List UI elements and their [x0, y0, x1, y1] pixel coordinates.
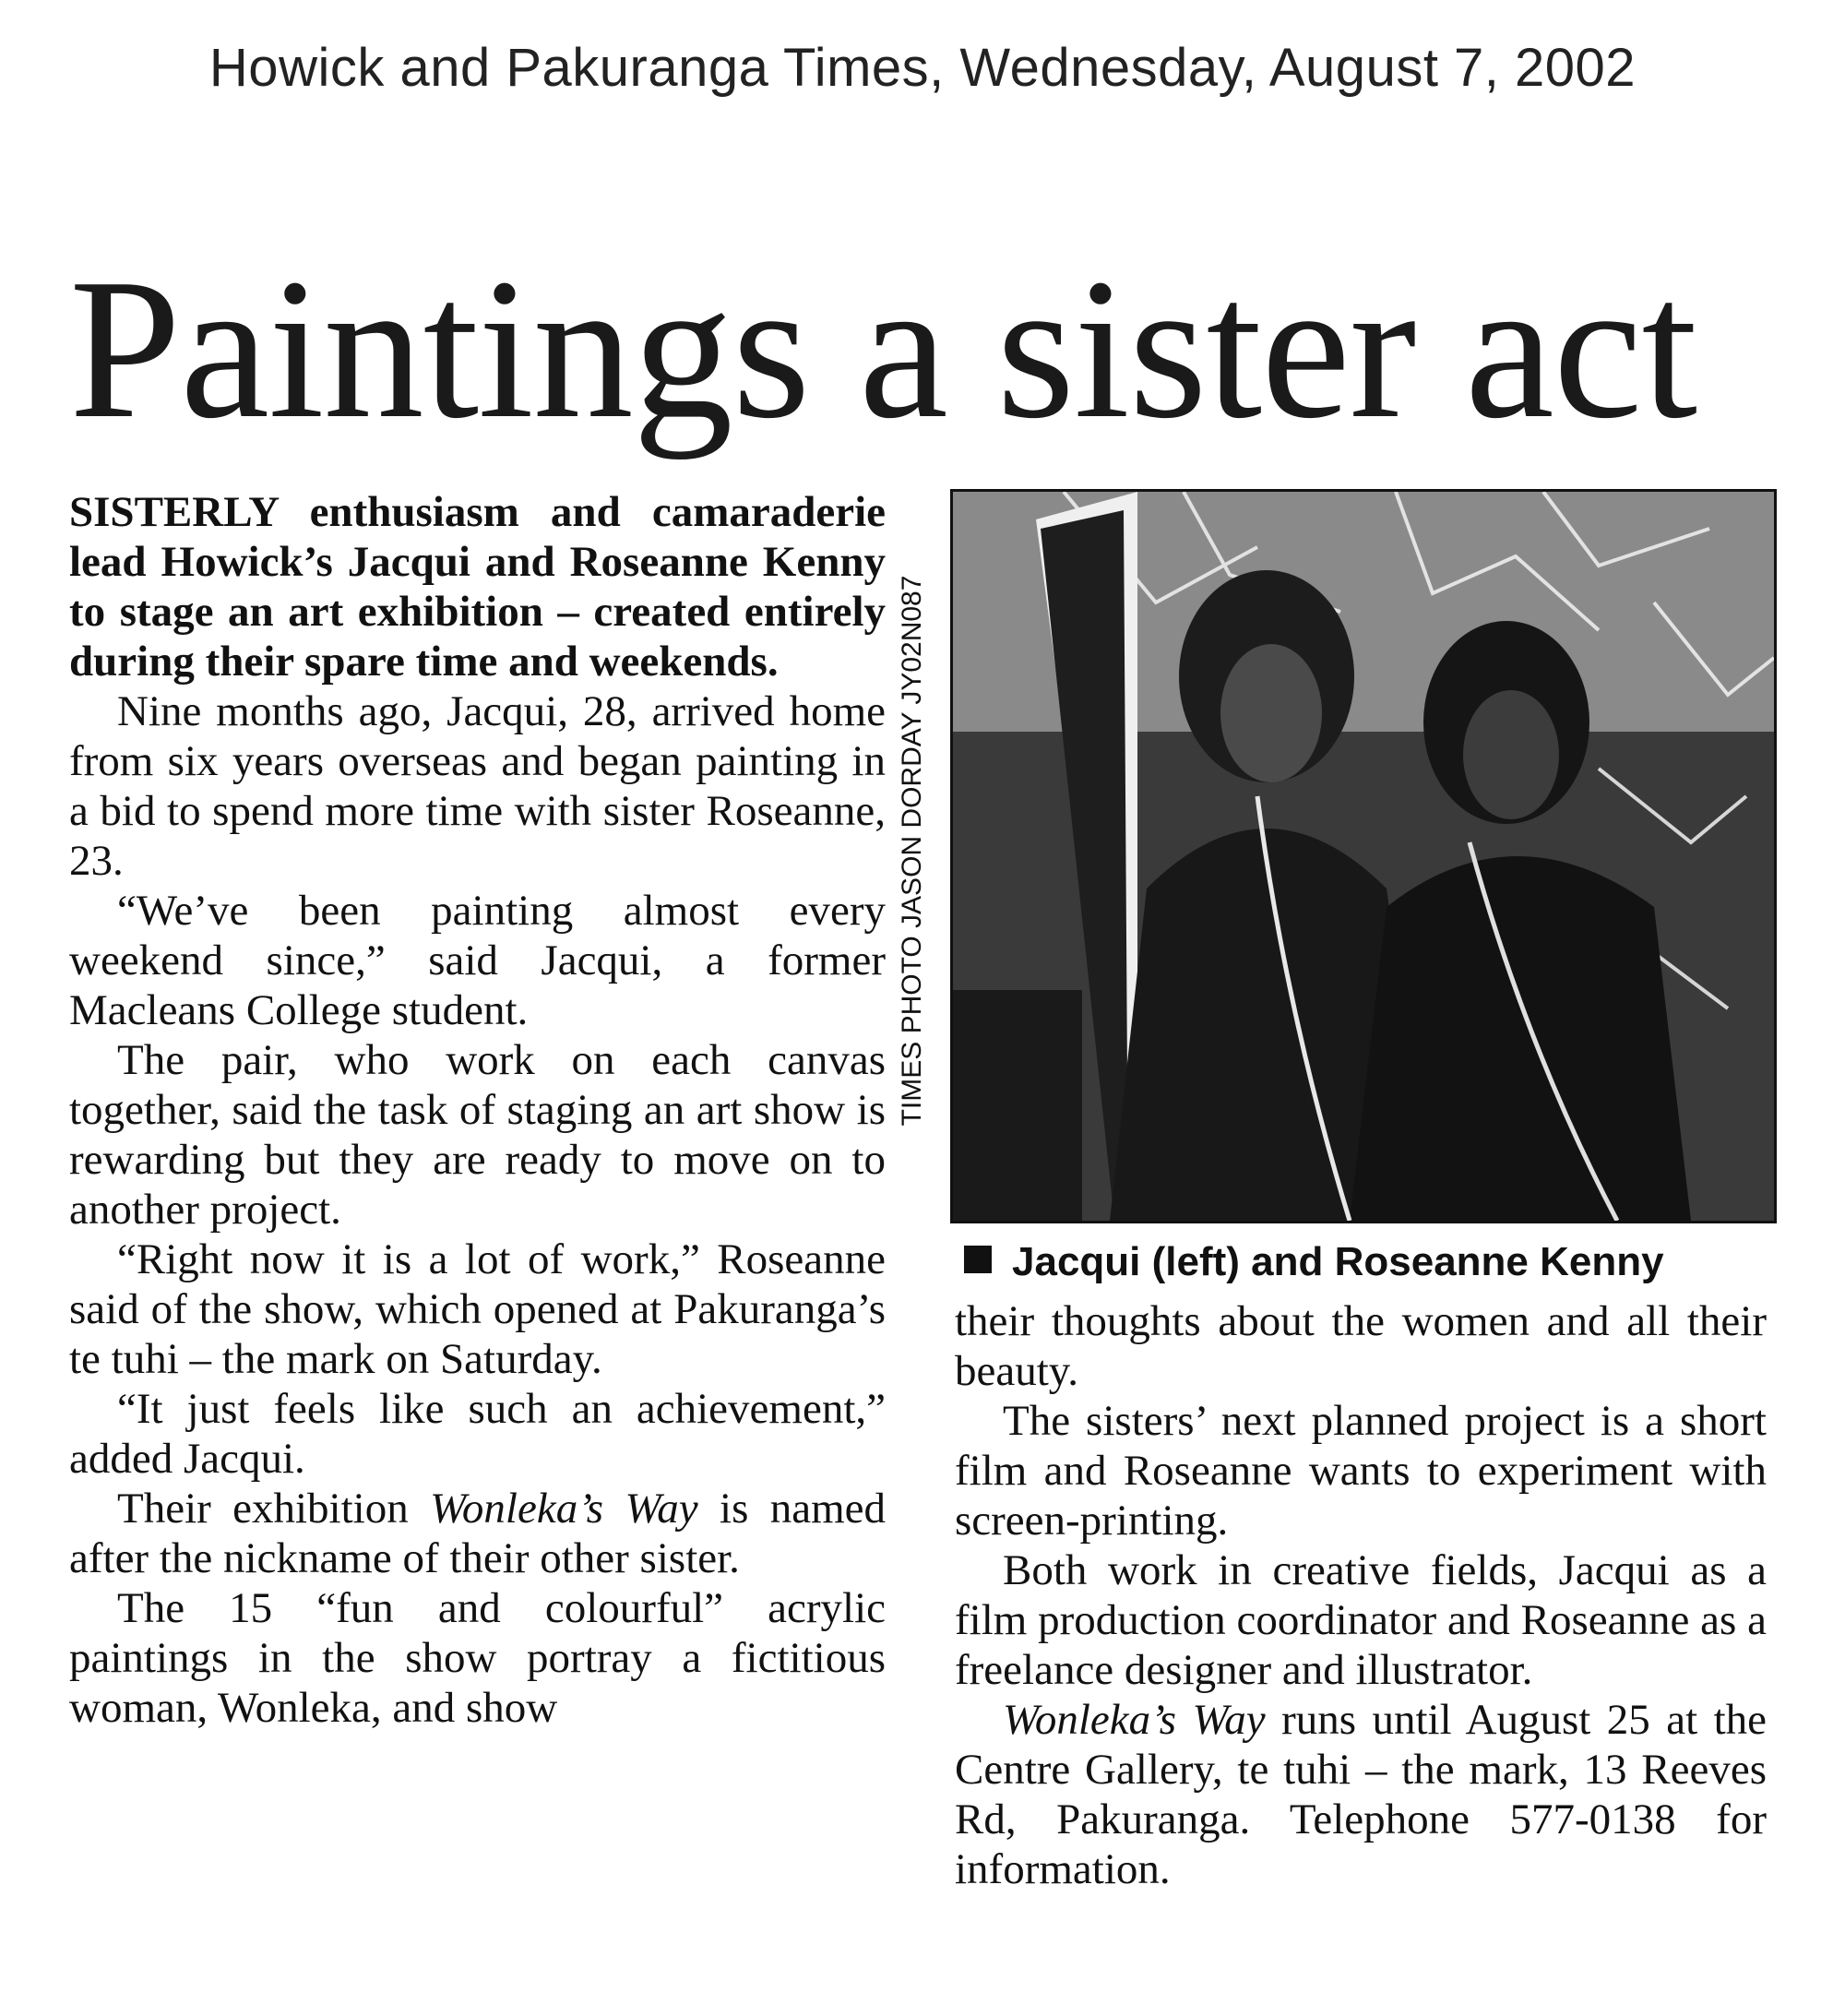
text-run: is named after the nickname of their other sister.: [69, 1485, 886, 1582]
headline: Paintings a sister act: [69, 238, 1697, 460]
lede-paragraph: SISTERLY enthusiasm and camaraderie lead Howick’s Jacqui and Roseanne Kenny to stage an art exhibition – created entirely during their spare time and weekends.: [69, 488, 886, 686]
text-run: runs until August 25 at the Centre Gallery, te tuhi – the mark, 13 Reeves Rd, Pakuranga. Telephone 577-0138 for information.: [955, 1696, 1767, 1893]
photo-caption: [964, 1239, 1664, 1285]
text-run: Their exhibition: [117, 1485, 431, 1533]
photo: [950, 489, 1777, 1223]
body-paragraph: “Right now it is a lot of work,” Roseanne said of the show, which opened at Pakuranga’s te tuhi – the mark on Saturday.: [69, 1235, 886, 1383]
body-paragraph: Nine months ago, Jacqui, 28, arrived home from six years overseas and began painting in a bid to spend more time with sister Roseanne, 23.: [69, 687, 886, 885]
masthead: Howick and Pakuranga Times, Wednesday, August 7, 2002: [208, 38, 1637, 98]
body-paragraph: The sisters’ next planned project is a short film and Roseanne wants to experiment with screen-printing.: [955, 1397, 1767, 1545]
article-column-right: [955, 1296, 1767, 1894]
exhibition-title: Wonleka’s Way: [1003, 1696, 1266, 1744]
photo-credit: TIMES PHOTO JASON DORDAY JY02N087: [897, 575, 927, 1127]
article-column-left: [69, 487, 886, 1733]
body-paragraph-continued: their thoughts about the women and all their beauty.: [955, 1297, 1767, 1395]
body-paragraph: “It just feels like such an achievement,” added Jacqui.: [69, 1385, 886, 1483]
photo-illustration: [953, 492, 1774, 1221]
caption-bullet-icon: [964, 1246, 992, 1273]
exhibition-paragraph: [69, 1484, 886, 1583]
body-paragraph: The pair, who work on each canvas together, said the task of staging an art show is rewarding but they are ready to move on to another project.: [69, 1036, 886, 1234]
exhibition-title: Wonleka’s Way: [430, 1485, 698, 1533]
caption-text: Jacqui (left) and Roseanne Kenny: [1012, 1239, 1664, 1284]
body-paragraph: The 15 “fun and colourful” acrylic paintings in the show portray a fictitious woman, Wonleka, and show: [69, 1584, 886, 1732]
body-paragraph: Both work in creative fields, Jacqui as a film production coordinator and Roseanne as a freelance designer and illustrator.: [955, 1546, 1767, 1694]
closing-paragraph: [955, 1695, 1767, 1894]
body-paragraph: “We’ve been painting almost every weekend since,” said Jacqui, a former Macleans College student.: [69, 887, 886, 1034]
